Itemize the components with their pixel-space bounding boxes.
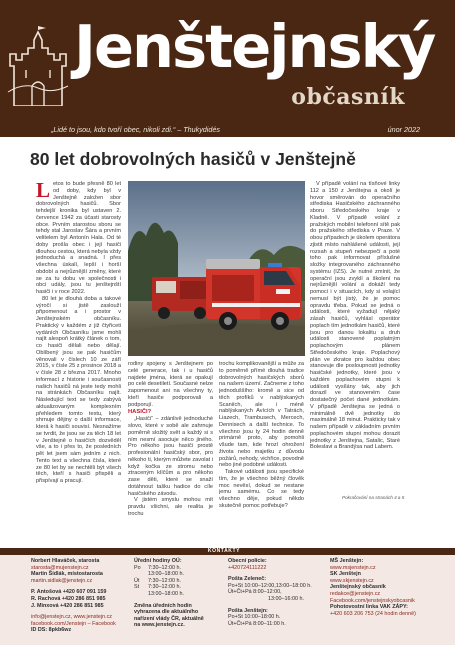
newsletter-heading: Jenštejnský občasník bbox=[330, 584, 386, 591]
hotline-phone[interactable]: +420 603 206 753 (24 hodin denně) bbox=[330, 610, 416, 617]
databox-id: ID DS: 8pkb6wz bbox=[31, 627, 72, 634]
office-hours-note: nařízení vlády ČR, aktuálně bbox=[134, 615, 204, 622]
contacts-institutions bbox=[330, 558, 450, 617]
article-paragraph: „Hasiči“ – zdánlivě jednoduché slovo, které v sobě ale zahrnuje poměrně složitý svět a každý si s ním nesmí asociuje něco jiného. Pro někoho jsou hasiči prostě profesionální hasičský sbor, pro někoho ti, kterým můžete zavolat i když kočka ze stromu nebo ztraceným klíčům a pro někoho zase děti, které se snaží dotáhnout tašku hadice do cíle hasičského závodu. bbox=[128, 416, 213, 497]
article-paragraph: trochu komplikovanější a může za to poměrně přímé dlouhá tradice dobrovolných hasičských sborů na našem území. Začneme z toho jednoduššího: kromě a sice od těch profíků v nablýskaných Scaniích, ale i méně nablýskaných Avících v Tatrách, Liazech, Trambusech, Mercech, Dennisech a další technice. To všechno jsou ty 24 hodin denně primárně proto, aby pomohli všude tam, kde hrozí ohrožení života nebo majetku z důvodu požárů, nehody, vichřice, povodně nebo jiné podobné události. bbox=[219, 361, 304, 469]
fire-trucks-illustration bbox=[128, 181, 305, 356]
post-zelenec-heading: Pošta Zeleneč: bbox=[228, 576, 267, 583]
article-paragraph: rodiny spojeny s Jenštejnem po celé generace, tak i u hasičů najdete jména, která se opakují po celé desetiletí. Současné nelze zapomenout ani na všechny ty, kteří hasiče podporovali a podporují. bbox=[128, 361, 213, 408]
castle-tower-logo bbox=[4, 22, 72, 106]
drop-cap: L bbox=[36, 181, 51, 202]
office-hours-row: 13:00–18:00 h. bbox=[148, 590, 184, 597]
contacts-office-hours bbox=[134, 558, 226, 629]
post-zelenec-hours: 13:00–16:00 h. bbox=[268, 595, 304, 602]
contacts-box bbox=[0, 548, 455, 645]
phone-contact: P. Antošová +420 607 091 159 bbox=[31, 589, 107, 596]
article-paragraph: V případě volání na tísňové linky 112 a 150 z Jenštejna a okolí je hovor směrován do operačního střediska Hasičského záchranného sboru Středočeského kraje v Kladně. V případě volání z pražských mobilní telefonní sítě pak do pražského střediska v Praze. V obou případech je úkolem operátora zjistit místo nahlášené události, její rozsah a stupeň nebezpečí a poté toho pak informovat příslušné složky integrovaného záchranného systému (IZS). Je nutné zmínit, že operační jsou zvyklí a školení na nejrůznější volání a dokáží tedy pomoci i v situacích, kdy si volající nemusí být jistý, že je pomoc opravdu třeba. Pokud se jedná o události, které vyžadují nějaký zásah hasičů, vyhlásí operátor poplach tím jednotkám hasičů, které jsou pro danou lokalitu a druh události stanovené poplatným poplachovým plánem Středočeského kraje. Poplachový plán ve zkratce pro každou obec stanovuje dle posloupnosti jednotky hasičské jednotky, které jsou v každém poplachovém stupni k události vysílány tak, aby jich dorazil ve stanoveném čase dostatečný počet dané jednotkám. V případě Jenštejna se jedná o minimálně dvě jednotky do maximálně 18 minut. Prakticky tak v našem případě v základním prvním poplachovém stupni mohou dorazit jednotky z Jenštejna, Satalic, Staré Boleslavi a Brandýsa nad Labem. bbox=[310, 181, 400, 451]
sport-club-link[interactable]: www.skjenstejn.cz bbox=[330, 577, 374, 584]
sport-club-heading: SK Jenštejn bbox=[330, 571, 361, 578]
office-hours-note: vyhrazena dle aktuálního bbox=[134, 609, 199, 616]
kindergarten-link[interactable]: www.msjenstejn.cz bbox=[330, 564, 376, 571]
office-hours-row: 13:00–18:00 h. bbox=[148, 571, 184, 578]
section-heading: HASIČI? bbox=[128, 409, 152, 416]
fire-trucks-photo bbox=[128, 181, 305, 356]
motto: „Lidé to jsou, kdo tvoří obec, nikoli zdi.“ – Thukydidés bbox=[51, 125, 220, 134]
deputy-mayor-name: Martin Šídlák, místostarosta bbox=[31, 571, 103, 578]
police-heading: Obecní policie: bbox=[228, 558, 267, 564]
office-hours-row: Po 7:30–12:00 h. bbox=[134, 564, 181, 571]
masthead bbox=[0, 0, 455, 137]
post-jenstejn-hours: Út+Čt+Pá 8:00–11:00 h. bbox=[228, 620, 286, 627]
office-hours-note: na www.jenstejn.cz. bbox=[134, 622, 185, 629]
office-email-link[interactable]: info@jenstejn.cz, www.jenstejn.cz bbox=[31, 614, 112, 621]
office-hours-heading: Úřední hodiny OÚ: bbox=[134, 558, 182, 564]
article-column-4 bbox=[310, 181, 400, 490]
article-paragraph: etos to bude přesně 80 let od doby, kdy byl v Jenštejně založen sbor dobrovolných hasičů. Sbor tehdejší kronika byl ustaven 2. července 1942 za účasti starosty obce. Prvním starostou sboru se tehdy stal Jaroslav Šára a prvním velitelem byl Antonín Hala. Od té doby prošla obec i její hasiči dlouhou cestou, která nebyla vždy jednoduchá a snadná. I přes všechna úskalí, lepší i horší období a nejrůznější změny, které se za tu dobu ve společnosti i obci udály, jsou tu jenštejnští hasiči i v roce 2022. bbox=[36, 181, 121, 295]
post-zelenec-hours: Po+St 10:00–12:00,13:00–18:00 h. bbox=[228, 582, 312, 589]
contacts-police-post bbox=[228, 558, 328, 627]
article-paragraph: 80 let je dlouhá doba a takové výročí si jistě zaslouží připomenout a i prostor v Jenštejnském občasníku. Praktický v každém z již čtyřiceti vydáních Občasníku jsme mohli najít alespoň krátký článek o tom, co hasiči dělali nebo dělají. Oblíbený jsou se pak hasičům věnovali v číslech 10 ze září 2015, v čísle 25 z prosince 2018 a v čísle 28 z března 2017. Mnoho informací z historie i současnosti našich hasičů ná jeste tedy mohli na stránkách Občasníku najít. Následující text se tedy zabývá aktualizovaným komplexním přehledem tomto textu, který shrnuje dějiny o další informace, která k hasiči souvisí. Nesnažíme se tvrdit, že jsou se za těch 18 let v Jenštejně o hasičích dozvěděl vše, a to i přes to, že posledních pět let jsem sám jedním z nich. Tento text a všechna čísla, které ze 80 let by se nechtěli být všech těch, kteří s hasiči přispěli a přispívají a pracují. bbox=[36, 295, 121, 484]
police-phone[interactable]: +420724111222 bbox=[228, 564, 267, 571]
phone-contact: R. Rachová +420 286 851 985 bbox=[31, 595, 106, 602]
kindergarten-heading: MŠ Jenštejn: bbox=[330, 558, 364, 564]
article-headline: 80 let dobrovolných hasičů v Jenštejně bbox=[30, 149, 356, 169]
continued-note: Pokračování na stranách 4 a 5 bbox=[342, 495, 405, 500]
article-paragraph: V jistém smyslu mohou mít pravdu všichni, ale realita je trochu bbox=[128, 497, 213, 517]
office-hours-row: Út 7:30–12:00 h. bbox=[134, 577, 181, 584]
article-column-1 bbox=[36, 181, 121, 538]
contacts-office bbox=[31, 558, 131, 634]
article-column-3 bbox=[219, 361, 304, 539]
post-jenstejn-heading: Pošta Jenštejn: bbox=[228, 607, 268, 614]
phone-contact: J. Minxová +420 286 851 985 bbox=[31, 602, 104, 609]
office-hours-note: Změna úředních hodin bbox=[134, 602, 192, 609]
deputy-mayor-email-link[interactable]: martin.sidlak@jenstejn.cz bbox=[31, 577, 93, 584]
post-jenstejn-hours: Po+St 10:00–18:00 h. bbox=[228, 614, 281, 621]
post-zelenec-hours: Út+Čt+Pá 8:00–12:00, bbox=[228, 589, 282, 596]
masthead-title: Jenštejnský bbox=[74, 12, 435, 81]
contacts-title: KONTAKTY bbox=[207, 548, 241, 554]
newsletter-email-link[interactable]: redakce@jenstejn.cz bbox=[330, 590, 381, 597]
mayor-name: Norbert Hlaváček, starosta bbox=[31, 558, 100, 564]
mayor-email-link[interactable]: starosta@mujenstejn.cz bbox=[31, 564, 89, 571]
issue-date: únor 2022 bbox=[387, 125, 420, 134]
office-hours-row: St 7:30–12:00 h. bbox=[134, 584, 181, 591]
newsletter-facebook-link[interactable]: Facebook.com/jenstejnskyobcasnik bbox=[330, 597, 415, 604]
facebook-link[interactable]: facebook.com/Jenstejn – Facebook bbox=[31, 620, 116, 627]
masthead-subtitle: občasník bbox=[291, 84, 405, 110]
article-paragraph: Takové události jsou specifické tím, že je všechno běžný člověk moc nevěsí, dokud se nestane jemu samému. Co se tedy všechno děje, pokud někdo skutečně pomoc potřebuje? bbox=[219, 469, 304, 509]
hotline-heading: Pohotovostní linka VAK ZÁPY: bbox=[330, 604, 408, 611]
article-column-2 bbox=[128, 361, 213, 539]
